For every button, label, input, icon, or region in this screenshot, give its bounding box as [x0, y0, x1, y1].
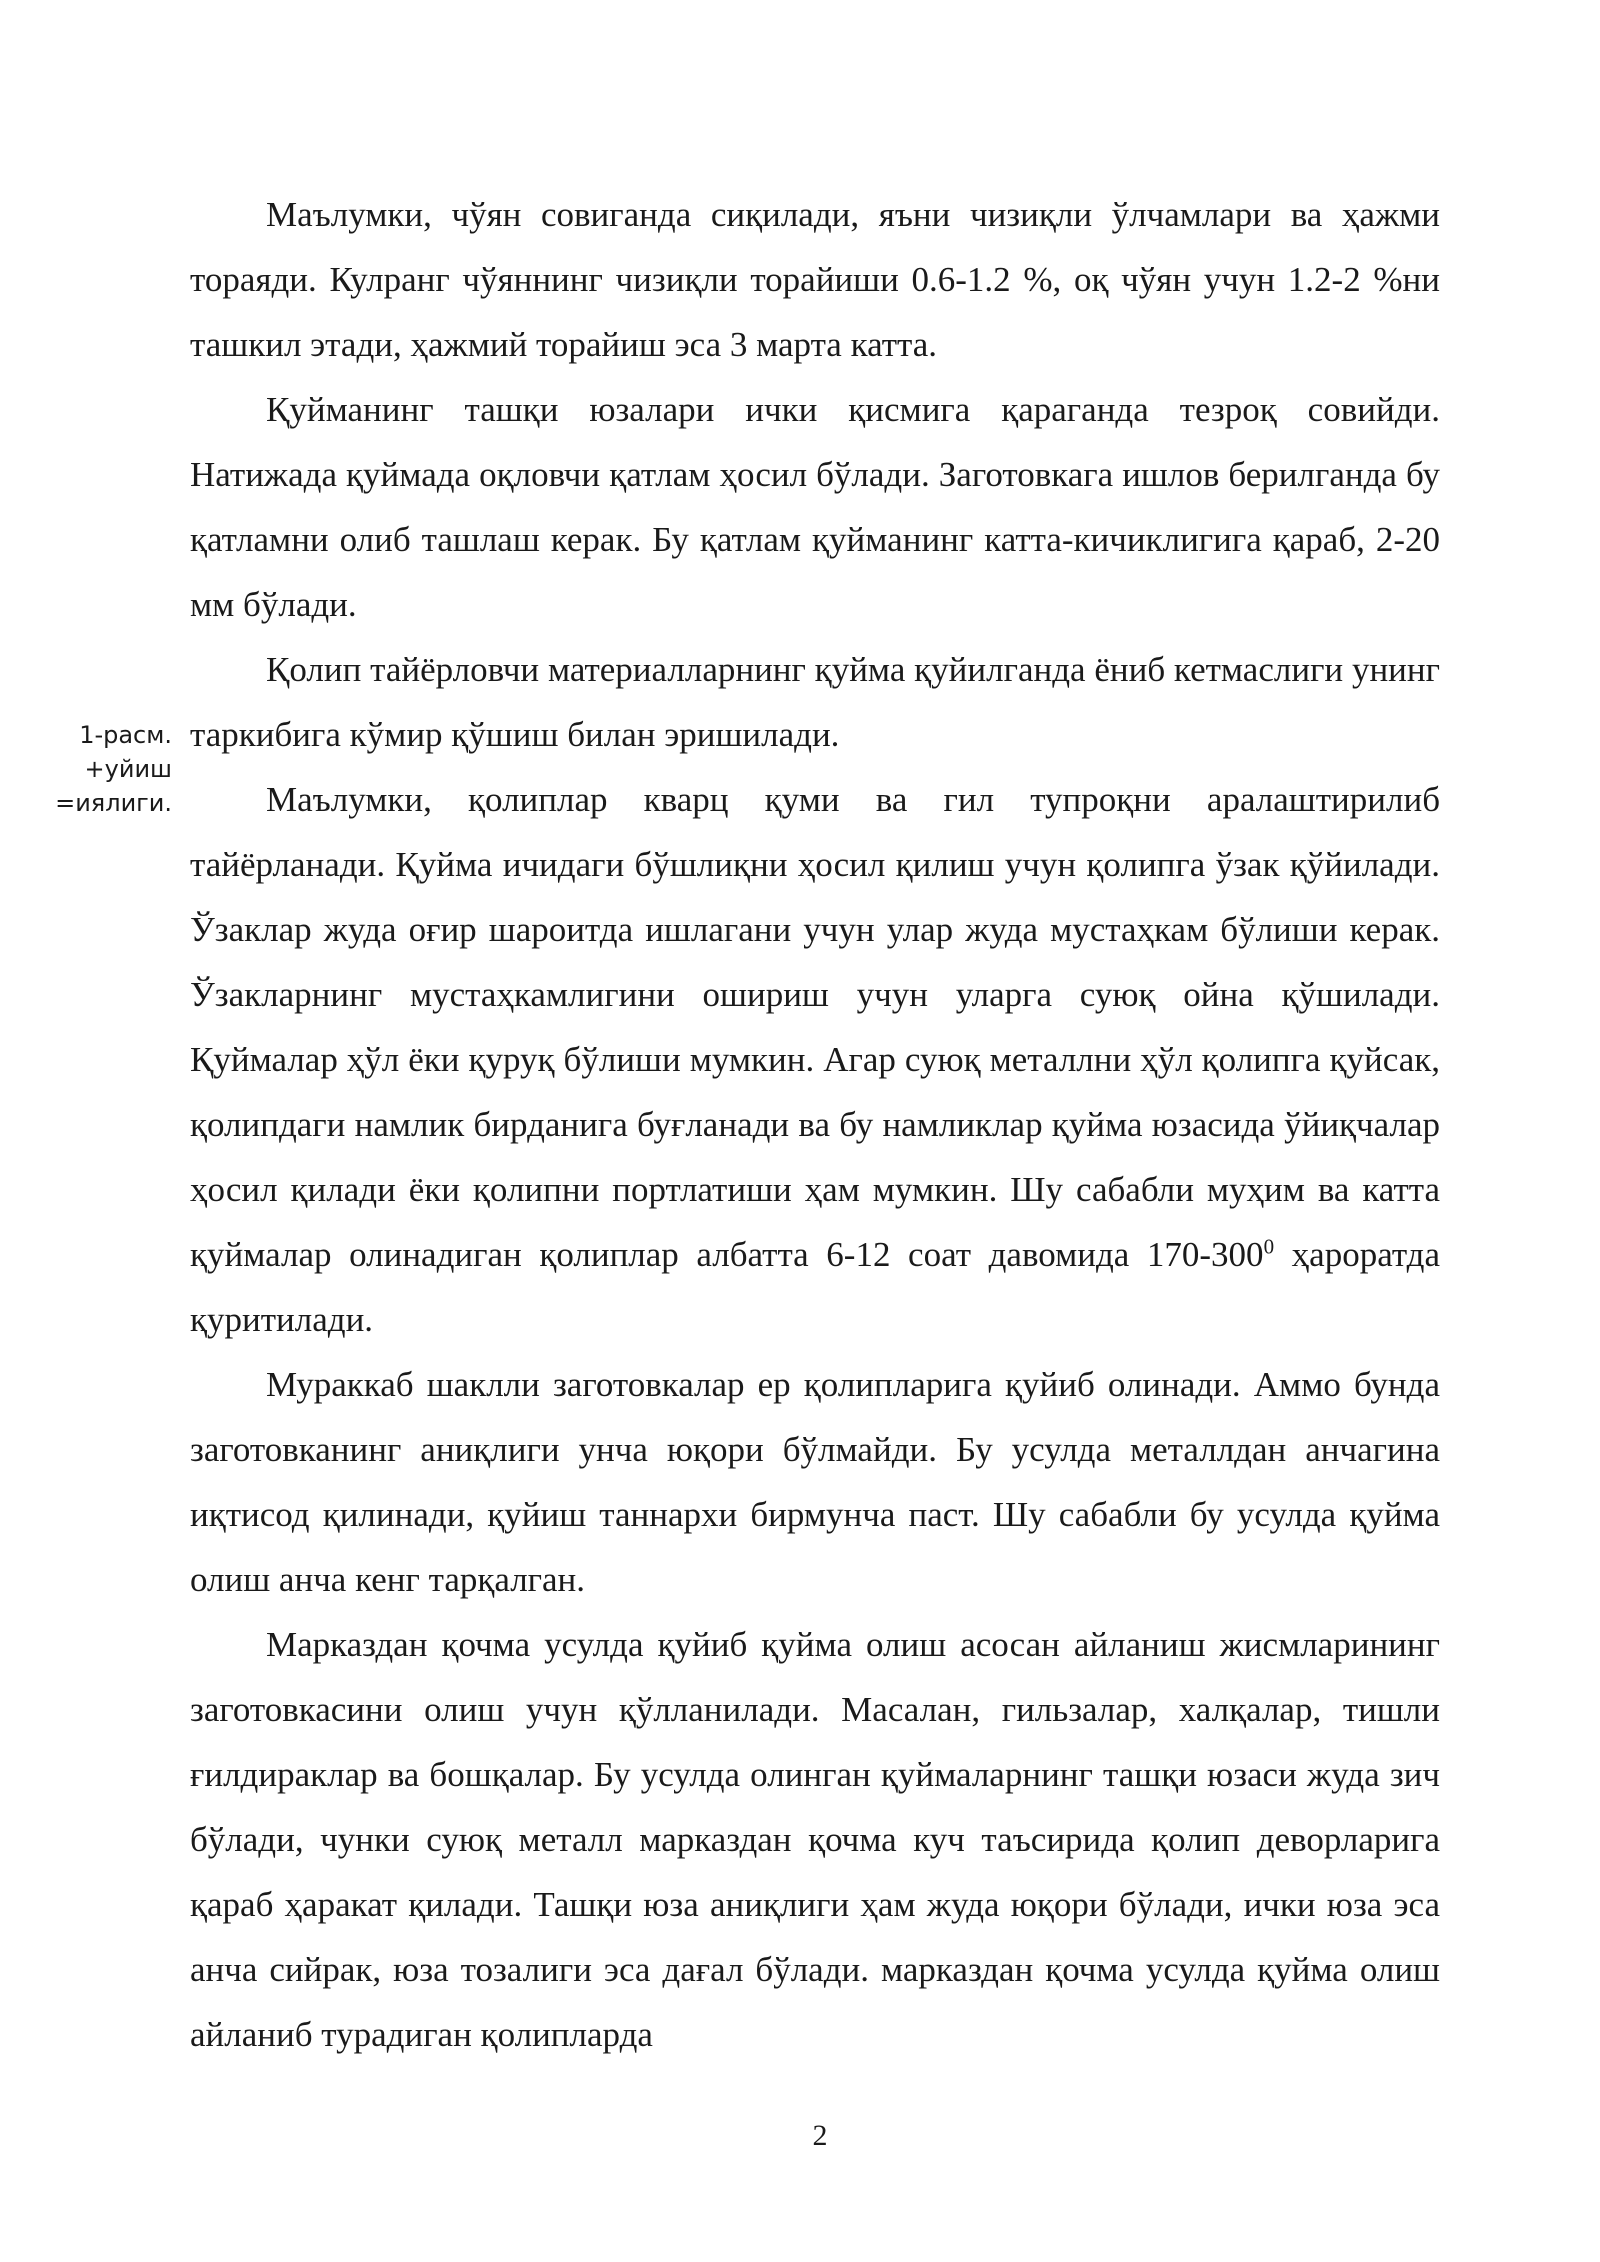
- paragraph: Қуйманинг ташқи юзалари ички қисмига қараганда тезроқ совийди. Натижада қуймада оқловчи қатлам ҳосил бўлади. Заготовкага ишлов берилганда бу қатламни олиб ташлаш керак. Бу қатлам қуйманинг катта-кичиклигига қараб, 2-20 мм бўлади.: [190, 390, 1440, 624]
- paragraph-text: Маълумки, қолиплар кварц қуми ва гил тупроқни аралаштирилиб тайёрланади. Қуйма ичидаги бўшлиқни ҳосил қилиш учун қолипга ўзак қўйилади. Ўзаклар жуда оғир шароитда ишлагани учун улар жуда мустаҳкам бўлиши керак. Ўзакларнинг мустаҳкамлигини ошириш учун уларга суюқ ойна қўшилади. Қуймалар ҳўл ёки қуруқ бўлиши мумкин. Агар суюқ металлни ҳўл қолипга қуйсак, қолипдаги намлик бирданига буғланади ва бу намликлар қуйма юзасида ўйиқчалар ҳосил қилади ёки қолипни портлатиши ҳам мумкин. Шу сабабли муҳим ва катта қуймалар олинадиган қолиплар албатта 6-12 соат давомида 170-300: [190, 780, 1440, 1274]
- page-number: 2: [812, 2119, 828, 2152]
- degree-superscript: 0: [1263, 1234, 1275, 1259]
- margin-note: [22, 718, 172, 820]
- paragraph: Мураккаб шаклли заготовкалар ер қолипларига қуйиб олинади. Аммо бунда заготовканинг аниқлиги унча юқори бўлмайди. Бу усулда металлдан анчагина иқтисод қилинади, қуйиш таннархи бирмунча паст. Шу сабабли бу усулда қуйма олиш анча кенг тарқалган.: [190, 1365, 1440, 1599]
- body-text: [190, 182, 1440, 2067]
- margin-note-line: =иялиги.: [55, 789, 172, 817]
- paragraph-text: ҳароратда қуритилади.: [190, 1235, 1440, 1339]
- margin-note-line: +уйиш: [84, 755, 172, 783]
- paragraph: [190, 767, 1440, 1352]
- paragraph: Маълумки, чўян совиганда сиқилади, яъни чизиқли ўлчамлари ва ҳажми тораяди. Кулранг чўяннинг чизиқли торайиши 0.6-1.2 %, оқ чўян учун 1.2-2 %ни ташкил этади, ҳажмий торайиш эса 3 марта катта.: [190, 195, 1440, 364]
- paragraph: Қолип тайёрловчи материалларнинг қуйма қуйилганда ёниб кетмаслиги унинг таркибига кўмир қўшиш билан эришилади.: [190, 650, 1440, 754]
- paragraph: Марказдан қочма усулда қуйиб қуйма олиш асосан айланиш жисмларининг заготовкасини олиш учун қўлланилади. Масалан, гильзалар, халқалар, тишли ғилдираклар ва бошқалар. Бу усулда олинган қуймаларнинг ташқи юзаси жуда зич бўлади, чунки суюқ металл марказдан қочма куч таъсирида қолип деворларига қараб ҳаракат қилади. Ташқи юза аниқлиги ҳам жуда юқори бўлади, ички юза эса анча сийрак, юза тозалиги эса дағал бўлади. марказдан қочма усулда қуйма олиш айланиб турадиган қолипларда: [190, 1625, 1440, 2054]
- margin-note-line: 1-расм.: [79, 721, 172, 749]
